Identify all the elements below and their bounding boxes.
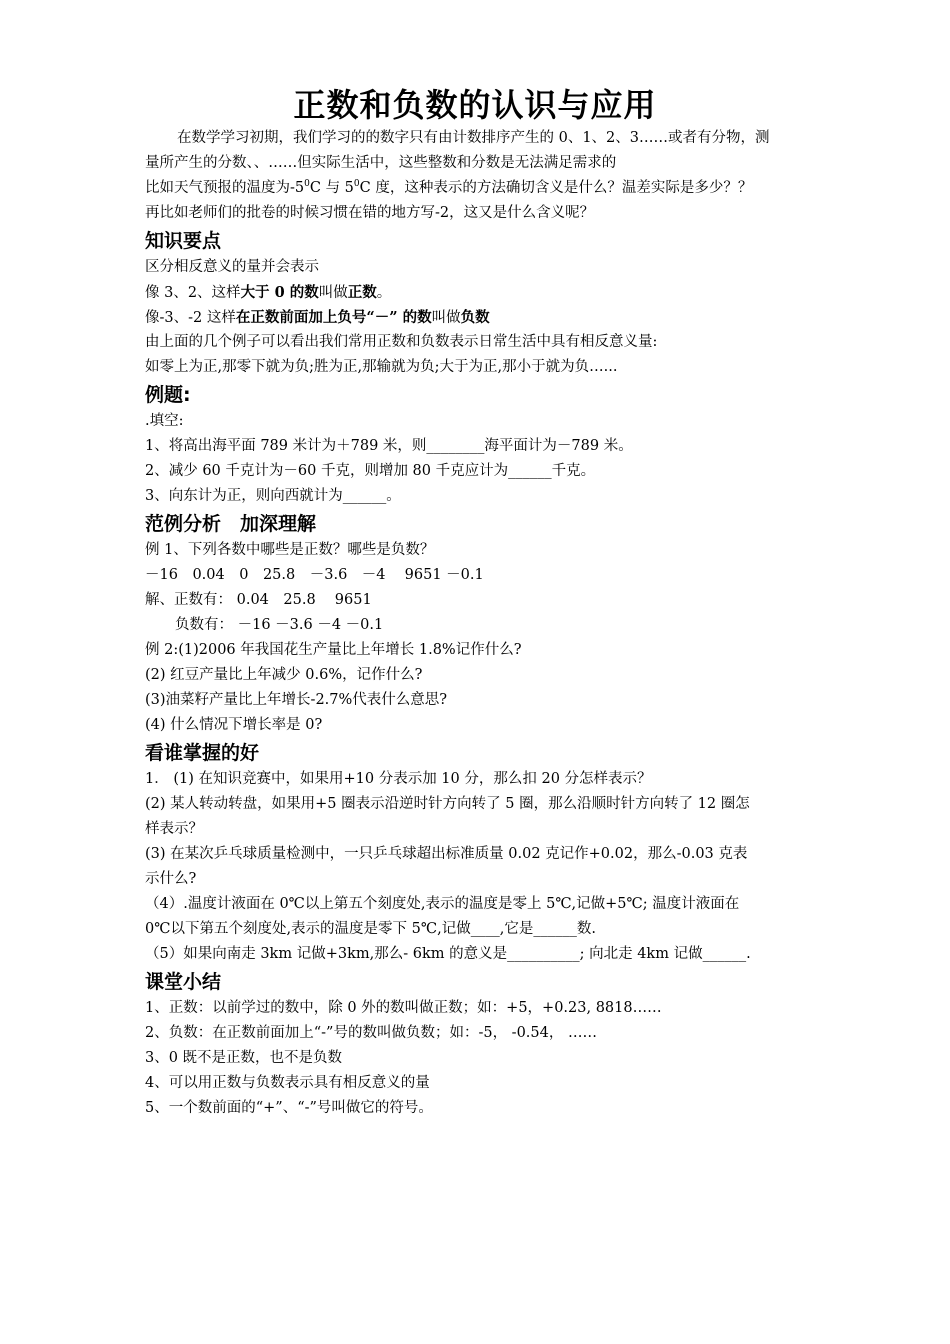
summary-line: 2、负数：在正数前面加上“-”号的数叫做负数；如：-5， -0.54， …… bbox=[145, 1025, 597, 1041]
text: 。 bbox=[376, 285, 392, 301]
knowledge-line: 由上面的几个例子可以看出我们常用正数和负数表示日常生活中具有相反意义量: bbox=[145, 334, 658, 350]
text: 像 3、2、这样 bbox=[145, 285, 241, 301]
example-line: 3、向东计为正，则向西就计为______。 bbox=[145, 488, 401, 504]
document-body bbox=[145, 126, 825, 1121]
intro-line-2: 量所产生的分数、、……但实际生活中，这些整数和分数是无法满足需求的 bbox=[145, 155, 617, 171]
mastery-line: （4）.温度计液面在 0℃以上第五个刻度处,表示的温度是零上 5℃,记做+5℃; 温度计液面在 bbox=[145, 896, 740, 912]
mastery-line: (2) 某人转动转盘，如果用+5 圈表示沿逆时针方向转了 5 圈，那么沿顺时针方向转了 12 圈怎 bbox=[145, 796, 750, 812]
superscript-zero: 0 bbox=[353, 179, 360, 190]
heading-knowledge: 知识要点 bbox=[145, 230, 222, 252]
summary-line: 3、0 既不是正数，也不是负数 bbox=[145, 1050, 343, 1066]
positive-definition bbox=[145, 280, 825, 305]
example-line: 2、减少 60 千克计为－60 千克，则增加 80 千克应计为______千克。 bbox=[145, 463, 596, 479]
mastery-line: 示什么? bbox=[145, 871, 197, 887]
answer-negative: 负数有： －16 －3.6 －4 －0.1 bbox=[175, 617, 384, 633]
knowledge-line: 区分相反意义的量并会表示 bbox=[145, 259, 319, 275]
heading-analysis: 范例分析 加深理解 bbox=[145, 513, 317, 535]
mastery-line: 0℃以下第五个刻度处,表示的温度是零下 5℃,记做____,它是______数. bbox=[145, 921, 596, 937]
text: 像-3、-2 这样 bbox=[145, 310, 236, 326]
mastery-line: （5）如果向南走 3km 记做+3km,那么- 6km 的意义是__________; 向北走 4km 记做______. bbox=[145, 946, 751, 962]
bold-text: 大于 0 的数 bbox=[240, 284, 319, 301]
intro-temp-post: C 度，这种表示的方法确切含义是什么？温差实际是多少？？ bbox=[359, 180, 753, 196]
heading-examples: 例题: bbox=[145, 384, 191, 406]
knowledge-line: 如零上为正,那零下就为负;胜为正,那输就为负;大于为正,那小于就为负…... bbox=[145, 359, 618, 375]
analysis-line: (2) 红豆产量比上年减少 0.6%，记作什么? bbox=[145, 667, 423, 683]
intro-line-1: 在数学学习初期，我们学习的的数字只有由计数排序产生的 0、1、2、3……或者有分物，测 bbox=[177, 130, 770, 146]
mastery-line: (3) 在某次乒乓球质量检测中，一只乒乓球超出标准质量 0.02 克记作+0.02，那么-0.03 克表 bbox=[145, 846, 748, 862]
example-line: 1、将高出海平面 789 米计为＋789 米，则________海平面计为－789 米。 bbox=[145, 438, 633, 454]
intro-temp-pre: 比如天气预报的温度为-5 bbox=[145, 180, 305, 196]
heading-summary: 课堂小结 bbox=[145, 971, 222, 993]
number-list: －16 0.04 0 25.8 －3.6 －4 9651 －0.1 bbox=[145, 567, 484, 583]
summary-line: 5、一个数前面的“+”、“-”号叫做它的符号。 bbox=[145, 1100, 433, 1116]
mastery-line: 样表示？ bbox=[145, 821, 203, 837]
analysis-line: 例 1、下列各数中哪些是正数？哪些是负数？ bbox=[145, 542, 435, 558]
text: 叫做 bbox=[431, 310, 461, 326]
example-line: .填空: bbox=[145, 413, 184, 429]
negative-definition bbox=[145, 305, 825, 330]
intro-line-3 bbox=[145, 176, 825, 201]
heading-mastery: 看谁掌握的好 bbox=[145, 742, 260, 764]
analysis-line: 例 2:(1)2006 年我国花生产量比上年增长 1.8%记作什么? bbox=[145, 642, 522, 658]
analysis-line: (4) 什么情况下增长率是 0? bbox=[145, 717, 323, 733]
summary-line: 4、可以用正数与负数表示具有相反意义的量 bbox=[145, 1075, 430, 1091]
bold-text: 负数 bbox=[460, 309, 490, 326]
summary-line: 1、正数：以前学过的数中，除 0 外的数叫做正数；如：+5，+0.23, 8818…… bbox=[145, 1000, 662, 1016]
page-title: 正数和负数的认识与应用 bbox=[293, 86, 657, 124]
analysis-line: (3)油菜籽产量比上年增长-2.7%代表什么意思? bbox=[145, 692, 448, 708]
intro-temp-mid: C 与 5 bbox=[309, 180, 354, 196]
answer-positive: 解、正数有： 0.04 25.8 9651 bbox=[145, 592, 372, 608]
mastery-line: 1． (1) 在知识竞赛中，如果用+10 分表示加 10 分，那么扣 20 分怎样表示？ bbox=[145, 771, 652, 787]
superscript-zero: 0 bbox=[304, 179, 310, 190]
bold-text: 在正数前面加上负号“－” 的数 bbox=[235, 309, 432, 326]
bold-text: 正数 bbox=[347, 284, 377, 301]
intro-line-4: 再比如老师们的批卷的时候习惯在错的地方写-2，这又是什么含义呢？ bbox=[145, 205, 595, 221]
text: 叫做 bbox=[318, 285, 348, 301]
